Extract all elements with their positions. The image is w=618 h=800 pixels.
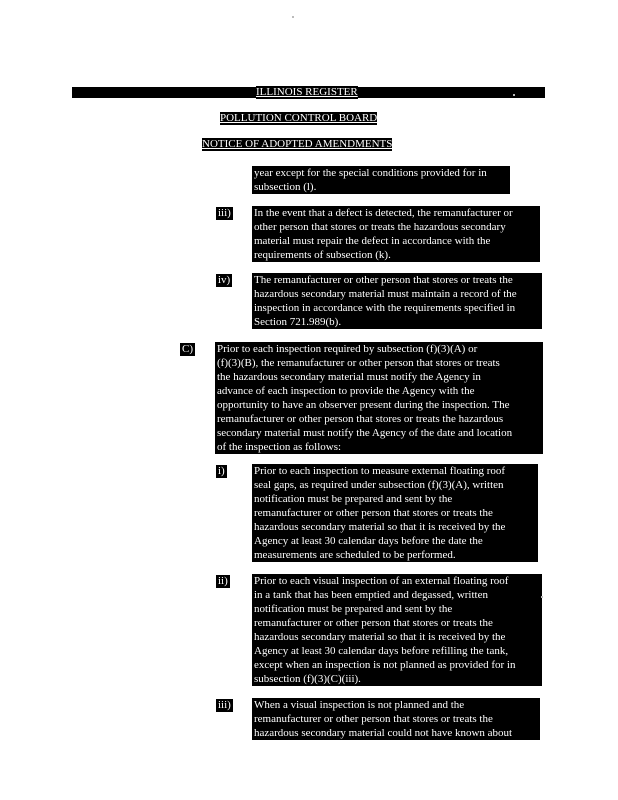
text-line: opportunity to have an observer present during the inspection. The bbox=[217, 399, 510, 411]
text-line: Section 721.989(b). bbox=[254, 316, 342, 328]
scan-speck bbox=[292, 16, 294, 18]
paragraph-item-iii bbox=[252, 206, 540, 262]
text-line: hazardous secondary material so that it is received by the bbox=[254, 521, 506, 533]
text-line: Prior to each visual inspection of an external floating roof bbox=[254, 575, 509, 587]
text-line: remanufacturer or other person that stores or treats the bbox=[254, 617, 493, 629]
text-line: The remanufacturer or other person that stores or treats the bbox=[254, 274, 513, 286]
text-line: the hazardous secondary material must notify the Agency in bbox=[217, 371, 481, 383]
text-line: Agency at least 30 calendar days before the date the bbox=[254, 535, 483, 547]
item-label-c: C) bbox=[182, 343, 193, 355]
item-label-iv: iv) bbox=[218, 274, 231, 286]
notice-title: NOTICE OF ADOPTED AMENDMENTS bbox=[202, 138, 393, 150]
text-line: year except for the special conditions provided for in bbox=[254, 167, 487, 179]
text-line: other person that stores or treats the hazardous secondary bbox=[254, 221, 506, 233]
text-line: Agency at least 30 calendar days before refilling the tank, bbox=[254, 645, 509, 657]
text-line: notification must be prepared and sent by the bbox=[254, 603, 453, 615]
text-line: hazardous secondary material could not have known about bbox=[254, 727, 513, 739]
scan-speck bbox=[513, 94, 515, 96]
paragraph-item-c bbox=[215, 342, 543, 454]
text-line: subsection (l). bbox=[254, 181, 317, 193]
paragraph-item-iv bbox=[252, 273, 542, 329]
paragraph-item-i bbox=[252, 464, 538, 562]
item-label-iii-2: iii) bbox=[218, 699, 231, 711]
text-line: except when an inspection is not planned as provided for in bbox=[254, 659, 516, 671]
item-label-ii: ii) bbox=[218, 575, 228, 587]
paragraph-item-iii-2 bbox=[252, 698, 540, 740]
scan-speck bbox=[541, 596, 543, 598]
text-line: of the inspection as follows: bbox=[217, 441, 342, 453]
text-line: inspection in accordance with the requirements specified in bbox=[254, 302, 516, 314]
text-line: When a visual inspection is not planned and the bbox=[254, 699, 465, 711]
text-line: Prior to each inspection to measure external floating roof bbox=[254, 465, 506, 477]
text-line: remanufacturer or other person that stores or treats the hazardous bbox=[217, 413, 504, 425]
text-line: remanufacturer or other person that stores or treats the bbox=[254, 507, 493, 519]
text-line: hazardous secondary material must maintain a record of the bbox=[254, 288, 517, 300]
text-line: advance of each inspection to provide the Agency with the bbox=[217, 385, 475, 397]
text-line: secondary material must notify the Agency of the date and location bbox=[217, 427, 513, 439]
text-line: In the event that a defect is detected, the remanufacturer or bbox=[254, 207, 513, 219]
text-line: hazardous secondary material so that it is received by the bbox=[254, 631, 506, 643]
item-label-iii: iii) bbox=[218, 207, 231, 219]
text-line: in a tank that has been emptied and degassed, written bbox=[254, 589, 488, 601]
paragraph-item-ii bbox=[252, 574, 542, 686]
text-line: Prior to each inspection required by subsection (f)(3)(A) or bbox=[217, 343, 478, 355]
text-line: subsection (f)(3)(C)(iii). bbox=[254, 673, 361, 685]
text-line: remanufacturer or other person that stores or treats the bbox=[254, 713, 493, 725]
text-line: material must repair the defect in accordance with the bbox=[254, 235, 491, 247]
text-line: notification must be prepared and sent by the bbox=[254, 493, 453, 505]
board-title: POLLUTION CONTROL BOARD bbox=[220, 112, 378, 124]
paragraph-continuation bbox=[252, 166, 510, 194]
text-line: seal gaps, as required under subsection (f)(3)(A), written bbox=[254, 479, 504, 491]
text-line: measurements are scheduled to be performed. bbox=[254, 549, 456, 561]
register-title: ILLINOIS REGISTER bbox=[256, 86, 358, 98]
text-line: requirements of subsection (k). bbox=[254, 249, 391, 261]
text-line: (f)(3)(B), the remanufacturer or other person that stores or treats bbox=[217, 357, 500, 369]
item-label-i: i) bbox=[218, 465, 225, 477]
